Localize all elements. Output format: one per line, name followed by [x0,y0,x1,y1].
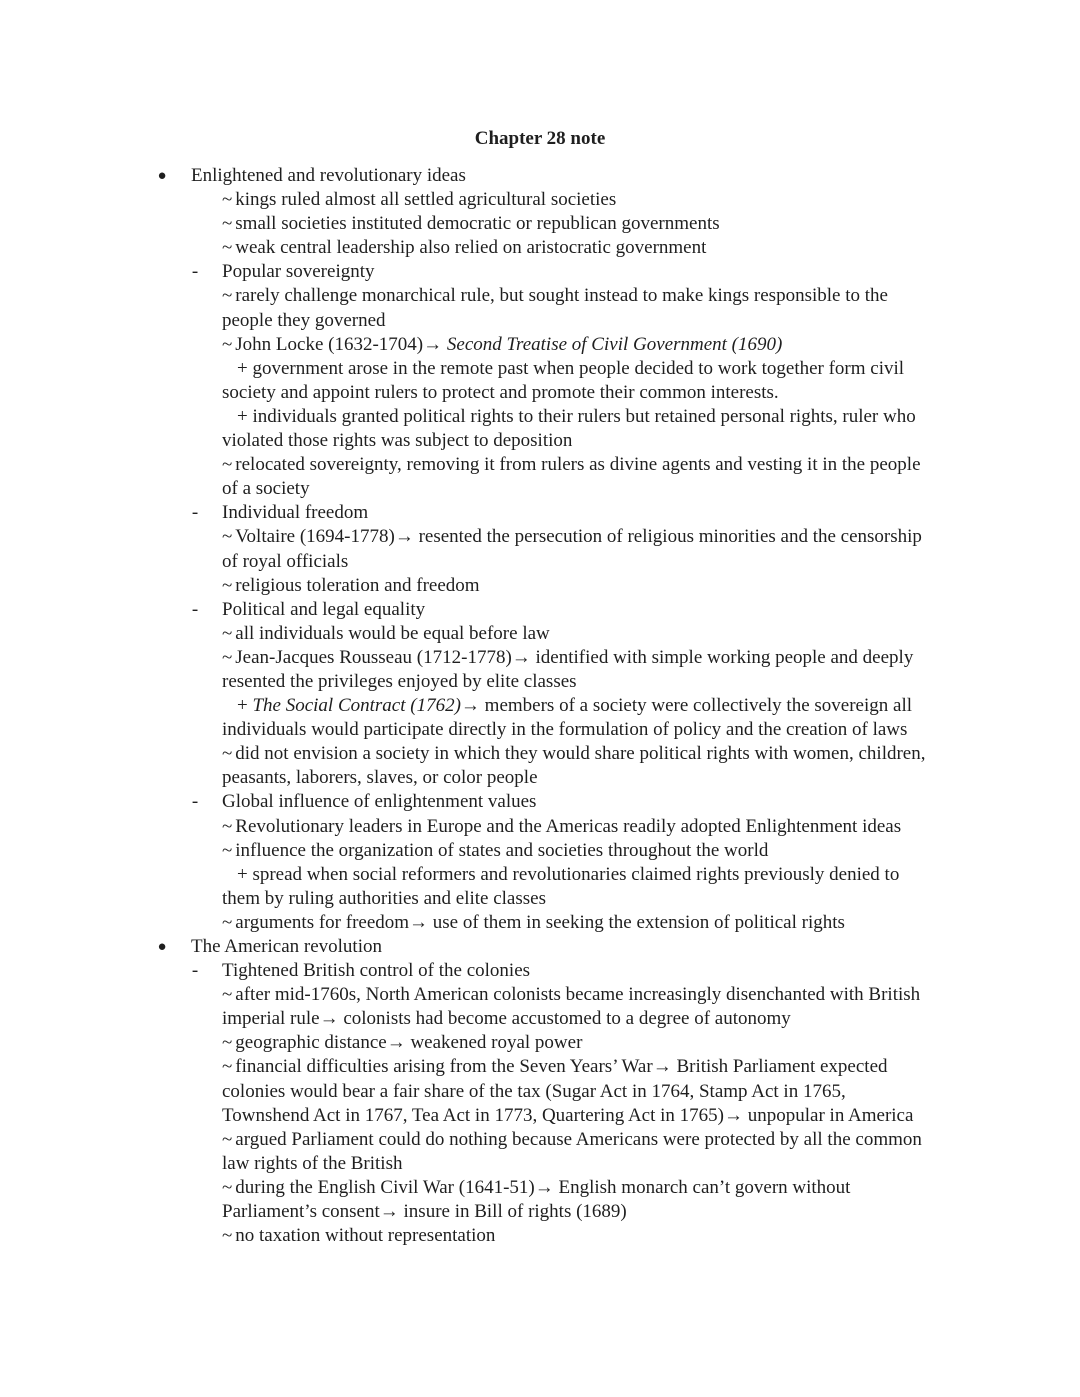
note-subitem [0,405,1080,429]
note-text: + government arose in the remote past when people decided to work together form civil [237,357,905,379]
note-text: imperial rule→ colonists had become accustomed to a degree of autonomy [222,1008,791,1030]
note-text: during the English Civil War (1641-51)→ English monarch can’t govern without [235,1176,851,1198]
note-text: Jean-Jacques Rousseau (1712-1778)→ identified with simple working people and deeply [235,646,914,668]
note-text: of royal officials [222,550,349,572]
tilde-marker: ~ [222,574,233,596]
note-subitem [0,694,1080,718]
note-text: all individuals would be equal before law [235,622,550,644]
tilde-marker: ~ [222,815,233,837]
note-item [0,1128,1080,1152]
tilde-marker: ~ [222,1032,233,1054]
page-title: Chapter 28 note [474,128,606,149]
tilde-marker: ~ [222,285,233,307]
subheading [0,260,1080,284]
note-text: arguments for freedom→ use of them in seeking the extension of political rights [235,911,845,933]
note-text: did not envision a society in which they would share political rights with women, children, [235,743,926,765]
tilde-marker: ~ [222,237,233,259]
note-text: no taxation without representation [235,1225,496,1247]
tilde-marker: ~ [222,984,233,1006]
note-continuation [0,887,1080,911]
note-text: financial difficulties arising from the Seven Years’ War→ British Parliament expected [235,1056,888,1078]
note-item [0,1055,1080,1079]
tilde-marker: ~ [222,1176,233,1198]
note-text: kings ruled almost all settled agricultural societies [235,189,617,211]
tilde-marker: ~ [222,839,233,861]
note-text: → members of a society were collectively the sovereign all [460,695,913,717]
note-text: Enlightened and revolutionary ideas [191,165,466,186]
note-text: Global influence of enlightenment values [222,791,537,813]
dash-marker: - [191,598,199,620]
bullet-heading [0,935,1080,959]
note-item [0,188,1080,212]
note-item [0,525,1080,549]
note-item [0,983,1080,1007]
note-text: + spread when social reformers and revolutionaries claimed rights previously denied to [237,863,900,885]
note-text: peasants, laborers, slaves, or color people [222,767,538,789]
note-text: weak central leadership also relied on aristocratic government [235,237,707,259]
note-text: of a society [222,478,310,500]
notes-body [0,164,1080,1248]
tilde-marker: ~ [222,213,233,235]
note-continuation [0,309,1080,333]
note-continuation [0,477,1080,501]
note-item [0,212,1080,236]
note-text: geographic distance→ weakened royal power [235,1032,583,1054]
note-item [0,622,1080,646]
note-text: Parliament’s consent→ insure in Bill of rights (1689) [222,1201,627,1223]
note-text: argued Parliament could do nothing because Americans were protected by all the common [235,1128,922,1150]
note-item [0,1031,1080,1055]
subheading [0,790,1080,814]
tilde-marker: ~ [222,646,233,668]
dash-marker: - [191,261,199,283]
tilde-marker: ~ [222,526,233,548]
tilde-marker: ~ [222,333,233,355]
note-text: small societies instituted democratic or republican governments [235,213,720,235]
tilde-marker: ~ [222,454,233,476]
note-subitem [0,357,1080,381]
note-item [0,815,1080,839]
bullet-heading [0,164,1080,188]
note-continuation [0,1104,1080,1128]
note-text: people they governed [222,309,386,331]
note-continuation [0,1152,1080,1176]
bullet-icon: ● [157,168,167,184]
tilde-marker: ~ [222,1056,233,1078]
note-item [0,1224,1080,1248]
note-continuation [0,718,1080,742]
note-text: The American revolution [191,936,382,957]
note-text: society and appoint rulers to protect and promote their common interests. [222,381,779,403]
note-text: John Locke (1632-1704)→ [235,333,447,355]
note-text: resented the privileges enjoyed by elite classes [222,670,577,692]
note-item [0,911,1080,935]
tilde-marker: ~ [222,1225,233,1247]
tilde-marker: ~ [222,1128,233,1150]
note-text: Townshend Act in 1767, Tea Act in 1773, Quartering Act in 1765)→ unpopular in America [222,1104,914,1126]
dash-marker: - [191,960,199,982]
note-text: Individual freedom [222,502,369,524]
note-text: Popular sovereignty [222,261,375,283]
note-item [0,453,1080,477]
note-item [0,284,1080,308]
note-item [0,839,1080,863]
note-continuation [0,381,1080,405]
note-text: Political and legal equality [222,598,426,620]
note-text: colonies would bear a fair share of the tax (Sugar Act in 1764, Stamp Act in 1765, [222,1080,846,1102]
note-continuation [0,1080,1080,1104]
note-item [0,1176,1080,1200]
tilde-marker: ~ [222,911,233,933]
note-text: religious toleration and freedom [235,574,480,596]
note-continuation [0,766,1080,790]
note-continuation [0,1200,1080,1224]
note-text: Voltaire (1694-1778)→ resented the persecution of religious minorities and the censorship [235,526,922,548]
subheading [0,959,1080,983]
dash-marker: - [191,791,199,813]
note-item [0,333,1080,357]
note-text: rarely challenge monarchical rule, but sought instead to make kings responsible to the [235,285,888,307]
note-text: individuals would participate directly in the formulation of policy and the creation of laws [222,719,908,741]
subheading [0,598,1080,622]
note-text: law rights of the British [222,1152,403,1174]
note-continuation [0,429,1080,453]
tilde-marker: ~ [222,622,233,644]
note-text: + individuals granted political rights to their rulers but retained personal rights, ruler who [237,405,916,427]
note-continuation [0,550,1080,574]
note-item [0,646,1080,670]
note-text: influence the organization of states and societies throughout the world [235,839,769,861]
italic-title: The Social Contract (1762) [252,695,461,717]
note-continuation [0,1007,1080,1031]
subheading [0,501,1080,525]
note-text: relocated sovereignty, removing it from rulers as divine agents and vesting it in the people [235,454,921,476]
note-text: Tightened British control of the colonies [222,960,531,982]
note-text: violated those rights was subject to deposition [222,430,573,452]
note-item [0,742,1080,766]
note-subitem [0,863,1080,887]
note-item [0,574,1080,598]
note-item [0,236,1080,260]
tilde-marker: ~ [222,189,233,211]
note-text: Revolutionary leaders in Europe and the Americas readily adopted Enlightenment ideas [235,815,902,837]
note-text: + [237,695,253,717]
tilde-marker: ~ [222,743,233,765]
note-text: them by ruling authorities and elite classes [222,887,546,909]
italic-title: Second Treatise of Civil Government (1690) [446,333,783,355]
bullet-icon: ● [157,939,167,955]
dash-marker: - [191,502,199,524]
note-continuation [0,670,1080,694]
note-text: after mid-1760s, North American colonists became increasingly disenchanted with British [235,984,921,1006]
